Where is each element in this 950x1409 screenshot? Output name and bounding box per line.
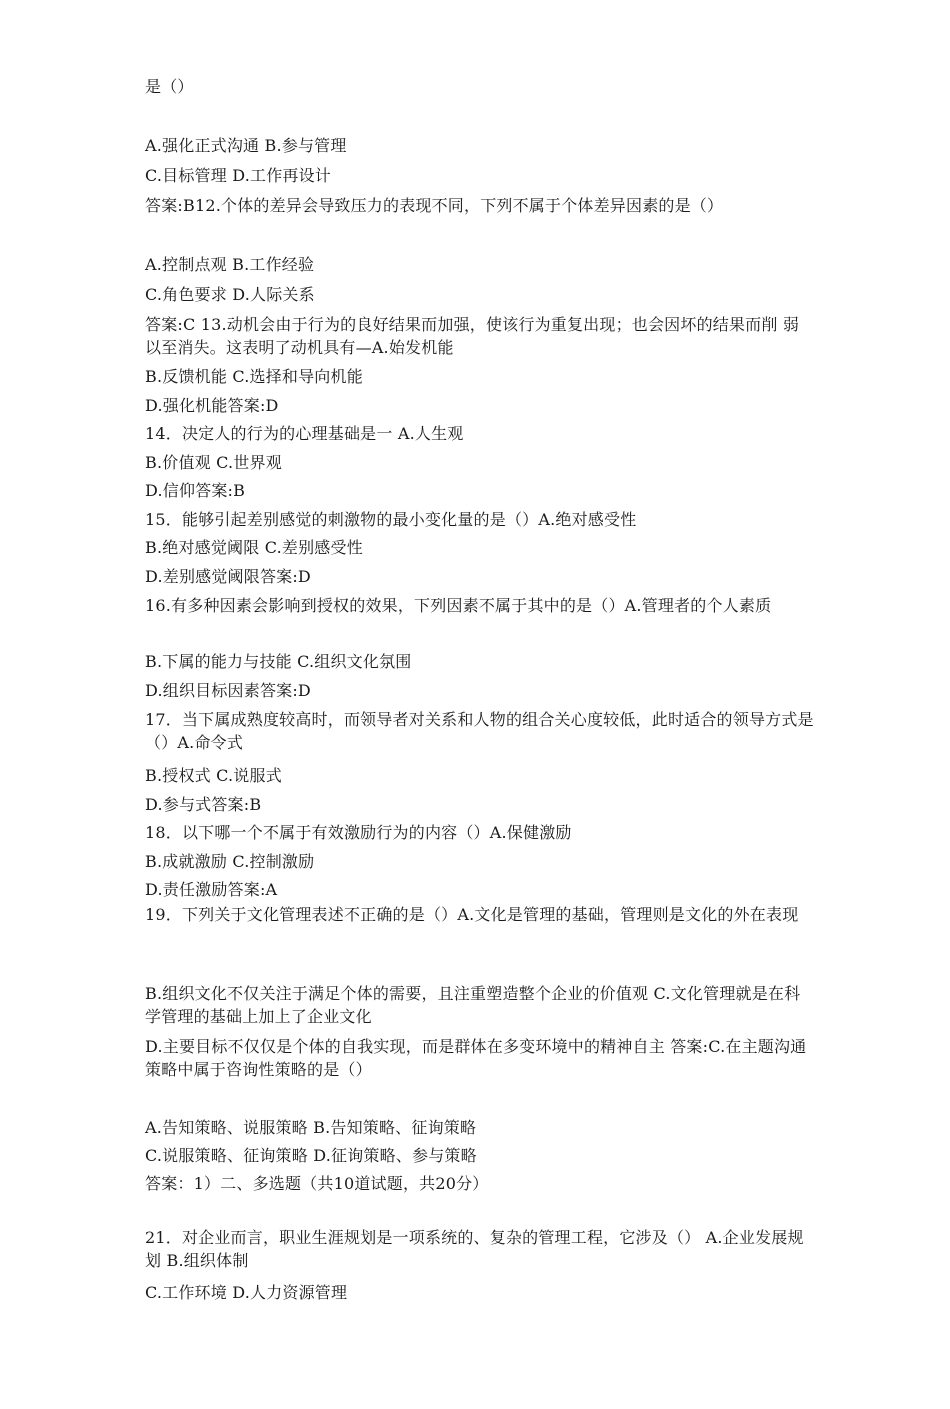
text-line: 答案:B12.个体的差异会导致压力的表现不同，下列不属于个体差异因素的是（） [145,196,724,215]
text-line: 14．决定人的行为的心理基础是一 A.人生观 [145,424,464,443]
text-line: 19．下列关于文化管理表述不正确的是（）A.文化是管理的基础，管理则是文化的外在表现 [145,905,799,924]
text-line: B.反馈机能 C.选择和导向机能 [145,367,363,386]
text-line: D.主要目标不仅仅是个体的自我实现，而是群体在多变环境中的精神自主 答案:C.在主题沟通策略中属于咨询性策略的是（） [145,1037,807,1079]
text-line: B.授权式 C.说服式 [145,766,282,785]
text-line: C.目标管理 D.工作再设计 [145,166,331,185]
text-line: 15．能够引起差别感觉的刺激物的最小变化量的是（）A.绝对感受性 [145,510,637,529]
text-line: B.下属的能力与技能 C.组织文化氛围 [145,652,412,671]
text-line: D.差别感觉阈限答案:D [145,567,311,586]
text-line: 18．以下哪一个不属于有效激励行为的内容（）A.保健激励 [145,823,572,842]
text-line: B.绝对感觉阈限 C.差别感受性 [145,538,363,557]
text-line: A.控制点观 B.工作经验 [145,255,315,274]
text-line: C.工作环境 D.人力资源管理 [145,1283,348,1302]
text-line: D.强化机能答案:D [145,396,279,415]
text-line: 答案：1）二、多选题（共10道试题，共20分） [145,1174,489,1193]
text-line: C.角色要求 D.人际关系 [145,285,315,304]
text-line: D.责任激励答案:A [145,880,278,899]
text-line: 16.有多种因素会影响到授权的效果，下列因素不属于其中的是（）A.管理者的个人素质 [145,596,772,615]
text-line: B.成就激励 C.控制激励 [145,852,315,871]
text-line: A.强化正式沟通 B.参与管理 [145,136,347,155]
text-line: D.组织目标因素答案:D [145,681,311,700]
text-line: C.说服策略、征询策略 D.征询策略、参与策略 [145,1146,477,1165]
text-line: 21．对企业而言，职业生涯规划是一项系统的、复杂的管理工程，它涉及（） A.企业发展规划 B.组织体制 [145,1228,804,1270]
text-line: D.参与式答案:B [145,795,262,814]
text-line: A.告知策略、说服策略 B.告知策略、征询策略 [145,1118,477,1137]
text-line: 是（） [145,77,194,96]
text-line: B.组织文化不仅关注于满足个体的需要，且注重塑造整个企业的价值观 C.文化管理就是在科学管理的基础上加上了企业文化 [145,984,801,1026]
text-line: 17．当下属成熟度较高时，而领导者对关系和人物的组合关心度较低，此时适合的领导方式是（）A.命令式 [145,710,814,752]
text-line: 答案:C 13.动机会由于行为的良好结果而加强，使该行为重复出现；也会因坏的结果而削 弱以至消失。这表明了动机具有—A.始发机能 [145,315,800,357]
text-line: B.价值观 C.世界观 [145,453,282,472]
text-line: D.信仰答案:B [145,481,246,500]
